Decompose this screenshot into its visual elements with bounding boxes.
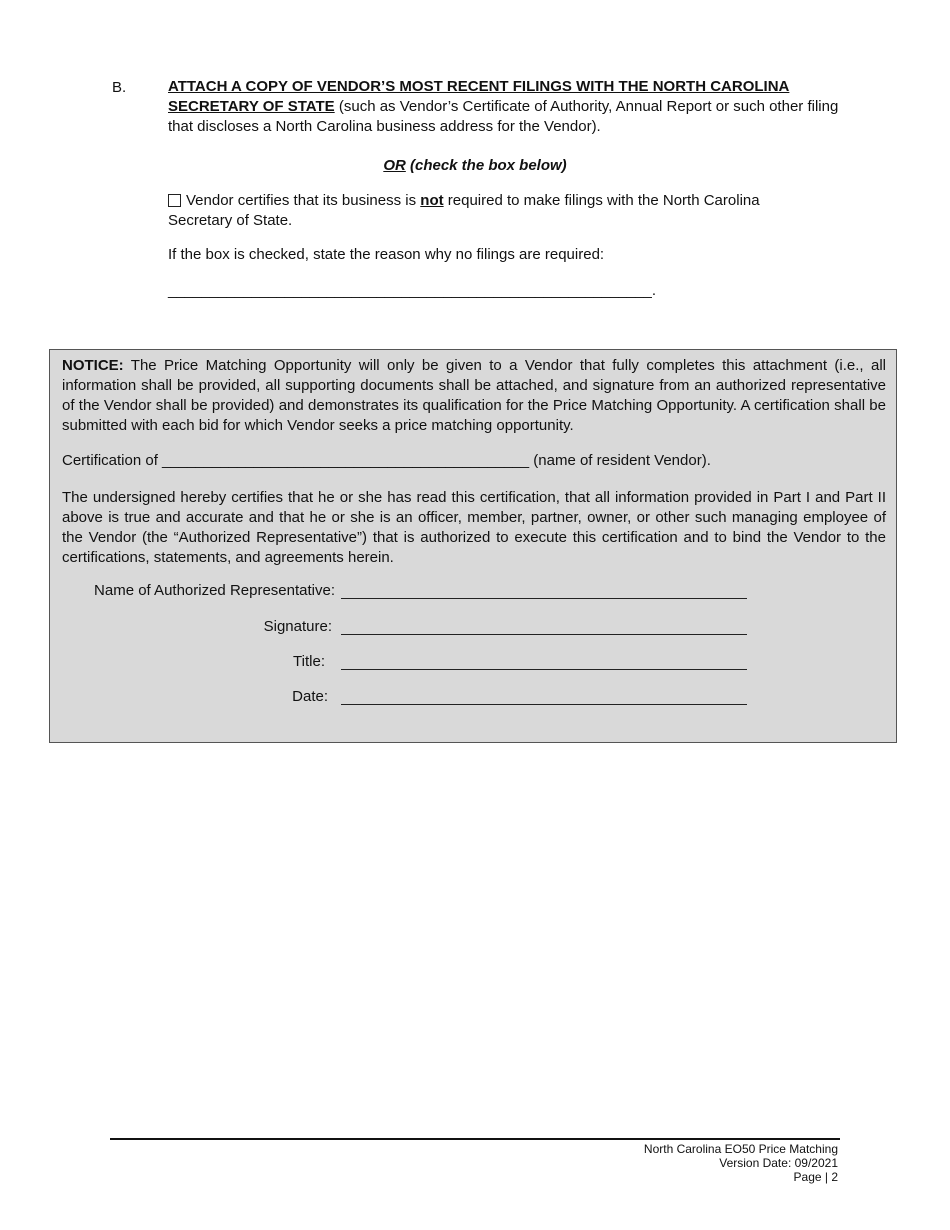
or-instruction [168, 157, 782, 174]
section-b-paragraph [168, 77, 848, 137]
vendor-certifies-paragraph [168, 191, 818, 231]
date-row [50, 688, 898, 710]
certification-of-field[interactable]: Certification of ____________________________________________ (name of resident Vendor). [62, 452, 711, 469]
title-label: Title: [293, 653, 325, 670]
reason-field[interactable]: __________________________________________________________. [168, 282, 657, 299]
name-label: Name of Authorized Representative: [94, 582, 335, 599]
title-row [50, 653, 898, 675]
title-field[interactable] [341, 669, 747, 670]
footer-version-date: Version Date: 09/2021 [719, 1156, 838, 1170]
section-b-heading: ATTACH A COPY OF VENDOR’S MOST RECENT FILINGS WITH THE NORTH CAROLINA SECRETARY OF STATE [168, 78, 790, 115]
notice-box [49, 349, 897, 743]
notice-label: NOTICE: [62, 357, 124, 374]
footer-rule [110, 1138, 840, 1140]
notice-text: The Price Matching Opportunity will only be given to a Vendor that fully completes this attachment (i.e., all information shall be provided, all supporting documents shall be attached, and signature from an authorized representative of the Vendor shall be provided) and demonstrates its qualification for the Price Matching Opportunity. A certification shall be submitted with each bid for which Vendor seeks a price matching opportunity. [62, 357, 886, 434]
checkbox-text-emph: not [420, 192, 444, 209]
signature-row [50, 618, 898, 640]
not-required-checkbox[interactable] [168, 194, 181, 207]
footer-doc-title: North Carolina EO50 Price Matching [643, 1142, 838, 1156]
or-rest: (check the box below) [405, 157, 567, 174]
signature-label: Signature: [263, 618, 332, 635]
date-label: Date: [292, 688, 328, 705]
name-field[interactable] [341, 598, 747, 599]
footer [644, 1142, 838, 1184]
checkbox-text-before: Vendor certifies that its business is [186, 192, 421, 209]
name-row [50, 582, 898, 604]
or-word: OR [383, 157, 406, 174]
notice-paragraph [62, 356, 886, 436]
section-letter: B. [112, 79, 127, 96]
reason-prompt: If the box is checked, state the reason why no filings are required: [168, 246, 605, 263]
checkbox-text-after: required to make filings with the North Carolina Secretary of State. [168, 192, 760, 229]
undersigned-paragraph: The undersigned hereby certifies that he or she has read this certification, that all information provided in Part I and Part II above is true and accurate and that he or she is an officer, member, partner, owner, or other such managing employee of the Vendor (the “Authorized Representative”) that is authorized to execute this certification and to bind the Vendor to the certifications, statements, and agreements herein. [62, 489, 886, 566]
footer-page-number: Page | 2 [793, 1170, 838, 1184]
section-b-body: (such as Vendor’s Certificate of Authority, Annual Report or such other filing that discloses a North Carolina business address for the Vendor). [168, 98, 839, 135]
date-field[interactable] [341, 704, 747, 705]
signature-field[interactable] [341, 634, 747, 635]
